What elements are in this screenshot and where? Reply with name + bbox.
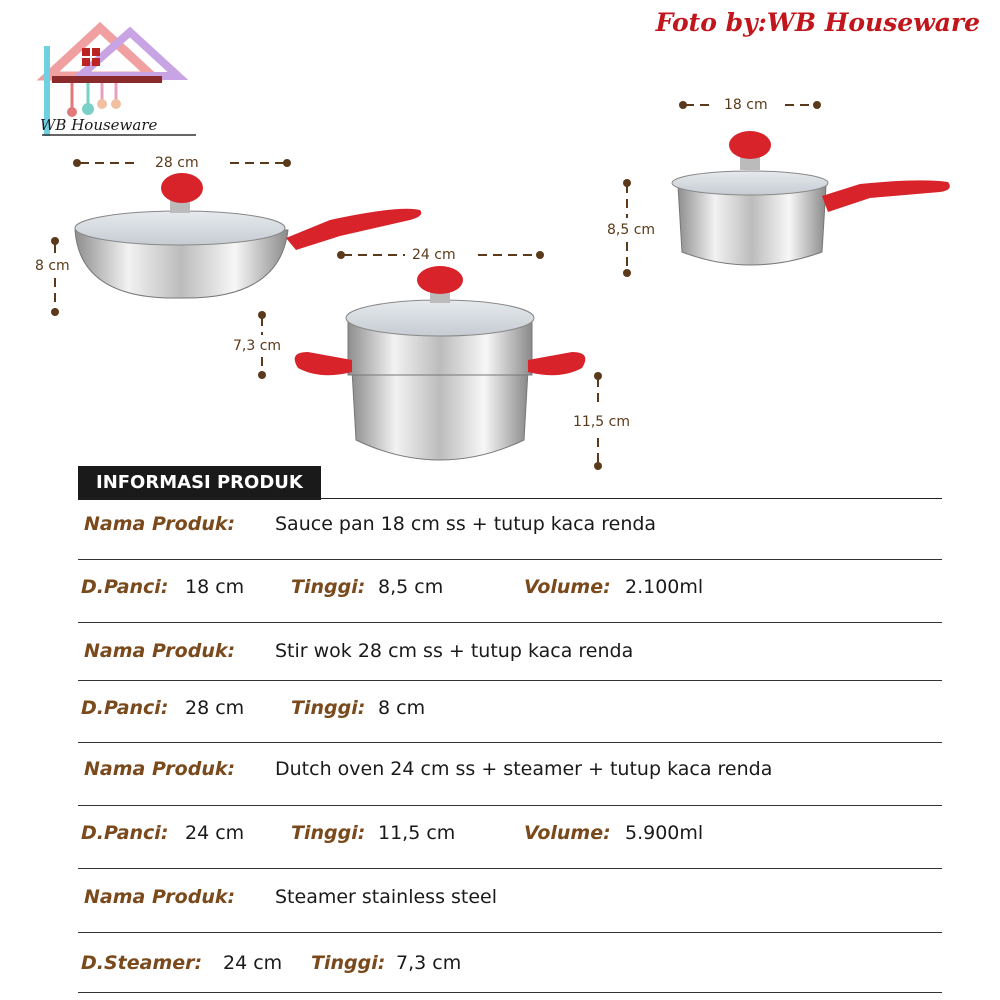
label-d-panci: D.Panci: [81,576,169,598]
product-spec-row [78,952,942,993]
label-d-panci: D.Panci: [81,697,169,719]
label-tinggi: Tinggi: [291,697,366,719]
label-tinggi: Tinggi: [291,576,366,598]
product-height: 7,3 cm [396,952,462,974]
product-name: Steamer stainless steel [275,886,498,908]
wok-width-label: 28 cm [155,155,199,171]
label-nama-produk: Nama Produk: [84,886,236,908]
label-volume: Volume: [524,822,611,844]
label-nama-produk: Nama Produk: [84,640,236,662]
product-spec-row [78,822,942,869]
product-volume: 2.100ml [625,576,704,598]
product-height: 8 cm [378,697,426,719]
label-tinggi: Tinggi: [311,952,386,974]
product-name: Stir wok 28 cm ss + tutup kaca renda [275,640,634,662]
product-diameter: 18 cm [185,576,245,598]
product-name-row [78,640,942,681]
product-name: Sauce pan 18 cm ss + tutup kaca renda [275,513,657,535]
product-name: Dutch oven 24 cm ss + steamer + tutup kaca renda [275,758,773,780]
saucepan-width-label: 18 cm [724,97,768,113]
label-nama-produk: Nama Produk: [84,513,236,535]
product-diameter: 28 cm [185,697,245,719]
label-nama-produk: Nama Produk: [84,758,236,780]
product-diameter: 24 cm [223,952,283,974]
dutch-height-label: 11,5 cm [573,414,630,430]
saucepan-height-label: 8,5 cm [607,222,656,238]
label-tinggi: Tinggi: [291,822,366,844]
section-divider [78,498,942,499]
label-d-steamer: D.Steamer: [81,952,203,974]
product-name-row [78,513,942,560]
product-spec-row [78,576,942,623]
product-name-row [78,758,942,806]
section-title: INFORMASI PRODUK [78,466,321,500]
wok-height-label: 8 cm [35,258,70,274]
label-volume: Volume: [524,576,611,598]
product-spec-row [78,697,942,743]
cookware-illustration [0,0,1000,470]
brand-name: WB Houseware [40,116,158,134]
label-d-panci: D.Panci: [81,822,169,844]
photo-credit: Foto by:WB Houseware [655,8,980,37]
product-volume: 5.900ml [625,822,704,844]
product-height: 8,5 cm [378,576,444,598]
product-height: 11,5 cm [378,822,456,844]
product-diameter: 24 cm [185,822,245,844]
steamer-height-label: 7,3 cm [233,338,282,354]
dutch-width-label: 24 cm [412,247,456,263]
product-name-row [78,886,942,933]
